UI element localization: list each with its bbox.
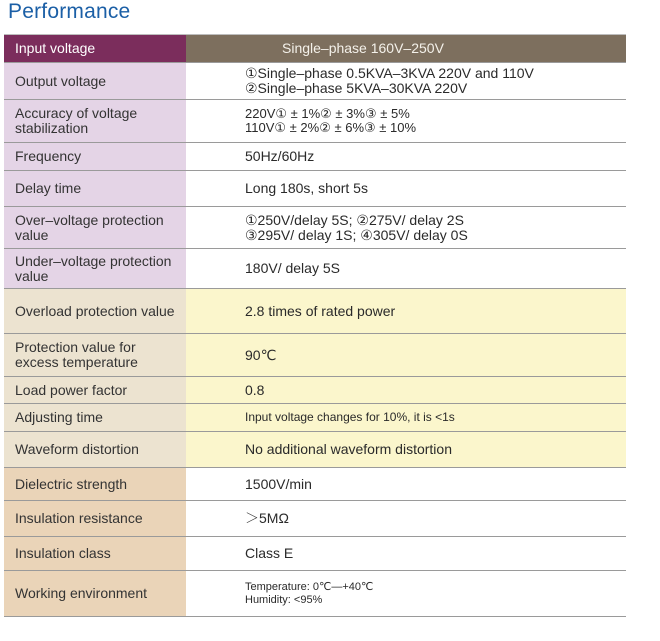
row-value: [186, 377, 626, 403]
row-value: [186, 289, 626, 333]
row-value: [186, 468, 626, 500]
table-row: [4, 143, 626, 171]
row-value-line: 110V① ± 2%② ± 6%③ ± 10%: [245, 120, 417, 135]
row-value: [186, 207, 626, 248]
table-row: [4, 468, 626, 501]
row-value-line: No additional waveform distortion: [245, 441, 452, 457]
row-value-line: ②Single–phase 5KVA–30KVA 220V: [245, 80, 468, 96]
table-row: [4, 334, 626, 377]
row-value-line: 180V/ delay 5S: [245, 260, 340, 276]
row-label: Output voltage: [4, 63, 186, 99]
header-label: Input voltage: [4, 35, 186, 62]
performance-table: [4, 34, 626, 617]
row-value: [186, 63, 626, 99]
row-value-line: ①Single–phase 0.5KVA–3KVA 220V and 110V: [245, 65, 534, 81]
row-value-line: 90℃: [245, 346, 277, 363]
row-value-line: ③295V/ delay 1S; ④305V/ delay 0S: [245, 226, 468, 243]
row-value-line: Long 180s, short 5s: [245, 180, 368, 196]
row-value: [186, 171, 626, 206]
row-label: Accuracy of voltage stabilization: [4, 100, 186, 142]
table-row: [4, 432, 626, 468]
row-value-line: 220V① ± 1%② ± 3%③ ± 5%: [245, 106, 410, 121]
row-label: Insulation resistance: [4, 501, 186, 536]
row-label: Frequency: [4, 143, 186, 170]
table-row: [4, 249, 626, 289]
row-label: Dielectric strength: [4, 468, 186, 500]
row-value-line: Humidity: <95%: [245, 593, 323, 606]
table-row: [4, 63, 626, 100]
row-value: [186, 537, 626, 570]
row-value-line: Class E: [245, 545, 294, 561]
row-label: Insulation class: [4, 537, 186, 570]
row-value-line: Temperature: 0℃—+40℃: [245, 580, 374, 593]
table-row: [4, 537, 626, 571]
row-label: Load power factor: [4, 377, 186, 403]
header-value: Single–phase 160V–250V: [186, 35, 626, 62]
row-label: Over–voltage protection value: [4, 207, 186, 248]
row-value-line: 2.8 times of rated power: [245, 302, 396, 319]
table-row: [4, 289, 626, 334]
row-value: [186, 334, 626, 376]
row-label: Protection value for excess temperature: [4, 334, 186, 376]
row-value-line: Input voltage changes for 10%, it is <1s: [245, 410, 455, 424]
row-value: [186, 100, 626, 142]
row-value-line: ①250V/delay 5S; ②275V/ delay 2S: [245, 211, 464, 228]
row-value: [186, 404, 626, 431]
row-value: [186, 249, 626, 288]
row-value: [186, 571, 626, 616]
row-value: [186, 501, 626, 536]
row-value-line: ＞5MΩ: [245, 510, 289, 526]
row-value-line: 50Hz/60Hz: [245, 148, 315, 164]
table-row: [4, 404, 626, 432]
table-row: [4, 377, 626, 404]
row-label: Under–voltage protection value: [4, 249, 186, 288]
row-label: Working environment: [4, 571, 186, 616]
row-value: [186, 432, 626, 467]
page-title: Performance: [8, 0, 131, 23]
table-row: [4, 100, 626, 143]
row-value-line: 1500V/min: [245, 475, 312, 492]
table-row: [4, 171, 626, 207]
row-label: Adjusting time: [4, 404, 186, 431]
row-value: [186, 143, 626, 170]
row-value-line: 0.8: [245, 381, 265, 398]
row-label: Delay time: [4, 171, 186, 206]
row-label: Overload protection value: [4, 289, 186, 333]
table-row: [4, 501, 626, 537]
row-label: Waveform distortion: [4, 432, 186, 467]
table-row: [4, 207, 626, 249]
table-header-row: [4, 35, 626, 63]
table-row: [4, 571, 626, 617]
